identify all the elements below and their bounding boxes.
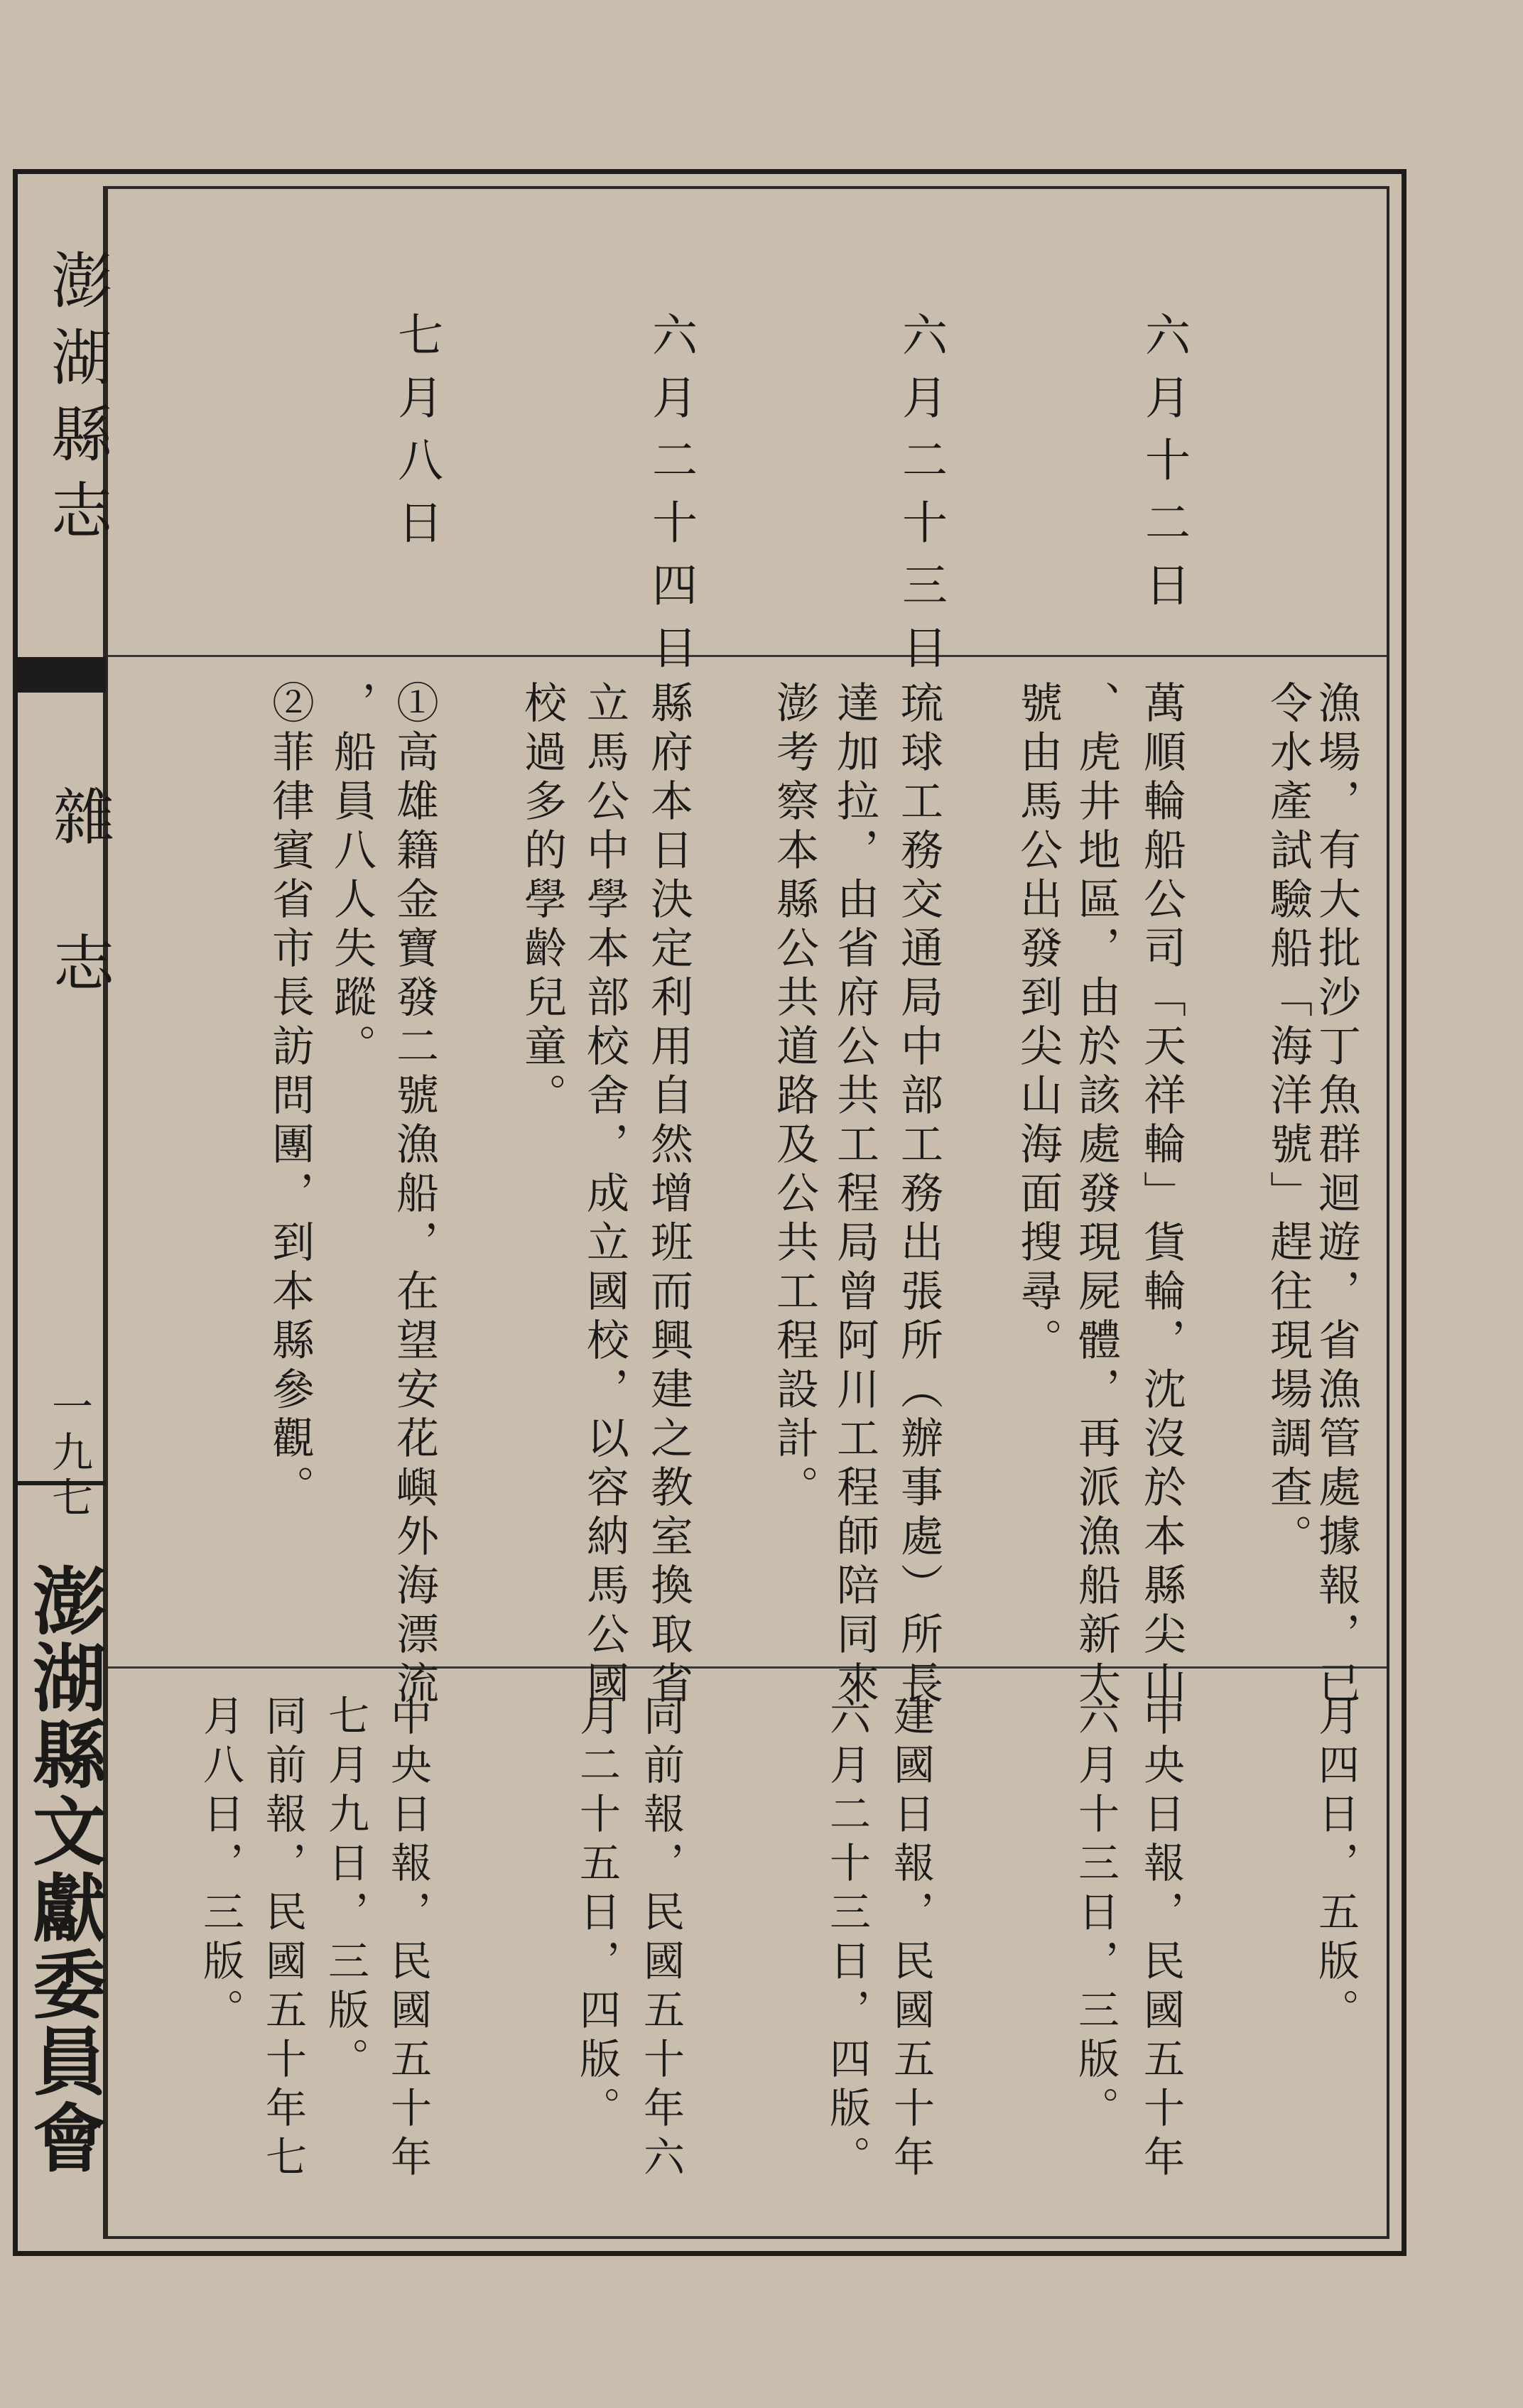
- entry-date: 六月二十三日: [894, 311, 947, 686]
- entry-text-line: 、虎井地區，由於該處發現屍體，再派漁船新大: [1071, 680, 1121, 1710]
- date-body-rule: [108, 655, 1387, 657]
- entry-source-line: 同前報，民國五十年七: [259, 1694, 307, 2184]
- entry-text-line: 縣府本日決定利用自然增班而興建之教室換取省: [644, 680, 693, 1710]
- page-number: 一九七: [45, 1385, 93, 1522]
- entry-text-line: 澎考察本縣公共道路及公共工程設計。: [769, 680, 819, 1514]
- entry-text-line: 達加拉，由省府公共工程局曾阿川工程師陪同來: [830, 680, 879, 1710]
- entry-source-line: 中央日報，民國五十年: [384, 1694, 432, 2184]
- book-title: 澎湖縣志: [40, 249, 112, 555]
- section-title: 雜志: [43, 785, 114, 1078]
- entry-text-line: 琉球工務交通局中部工務出張所（辦事處）所長: [894, 680, 943, 1710]
- body-source-rule: [108, 1666, 1387, 1669]
- entry-source-line: 中央日報，民國五十年: [1137, 1694, 1185, 2184]
- entry-source-line: 月八日，三版。: [196, 1694, 244, 2037]
- publisher-name: 澎湖縣文獻委員會: [20, 1563, 107, 2176]
- entry-date: 六月二十四日: [644, 311, 697, 686]
- gutter-black-band: [13, 657, 106, 693]
- entry-date: 六月十二日: [1137, 311, 1190, 624]
- entry-source-line: 六月十三日，三版。: [1071, 1694, 1120, 2135]
- entry-source-line: 六月二十三日，四版。: [823, 1694, 871, 2184]
- entry-text-line: ②菲律賓省市長訪問團，到本縣參觀。: [265, 680, 315, 1514]
- entry-source-line: 同前報，民國五十年六: [636, 1694, 685, 2184]
- entry-text-line: 令水產試驗船「海洋號」趕往現場調查。: [1263, 680, 1313, 1563]
- entry-date: 七月八日: [390, 311, 443, 561]
- entry-text-line: 號由馬公出發到尖山海面搜尋。: [1013, 680, 1063, 1367]
- entry-source-line: 七月九日，三版。: [321, 1694, 369, 2086]
- entry-source-line: 月四日，五版。: [1311, 1694, 1360, 2037]
- entry-source-line: 建國日報，民國五十年: [887, 1694, 935, 2184]
- entry-text-line: 立馬公中學本部校舍，成立國校，以容納馬公國: [580, 680, 629, 1710]
- entry-source-line: 月二十五日，四版。: [573, 1694, 621, 2135]
- entry-text-line: 校過多的學齡兒童。: [517, 680, 567, 1122]
- entry-text-line: ，船員八人失蹤。: [327, 680, 376, 1073]
- entry-text-line: 萬順輪船公司「天祥輪」貨輪，沈沒於本縣尖山: [1137, 680, 1186, 1710]
- entry-text-line: ①高雄籍金寶發二號漁船，在望安花嶼外海漂流: [389, 680, 439, 1710]
- entry-text-line: 漁場，有大批沙丁魚群迴遊，省漁管處據報，已: [1311, 680, 1361, 1710]
